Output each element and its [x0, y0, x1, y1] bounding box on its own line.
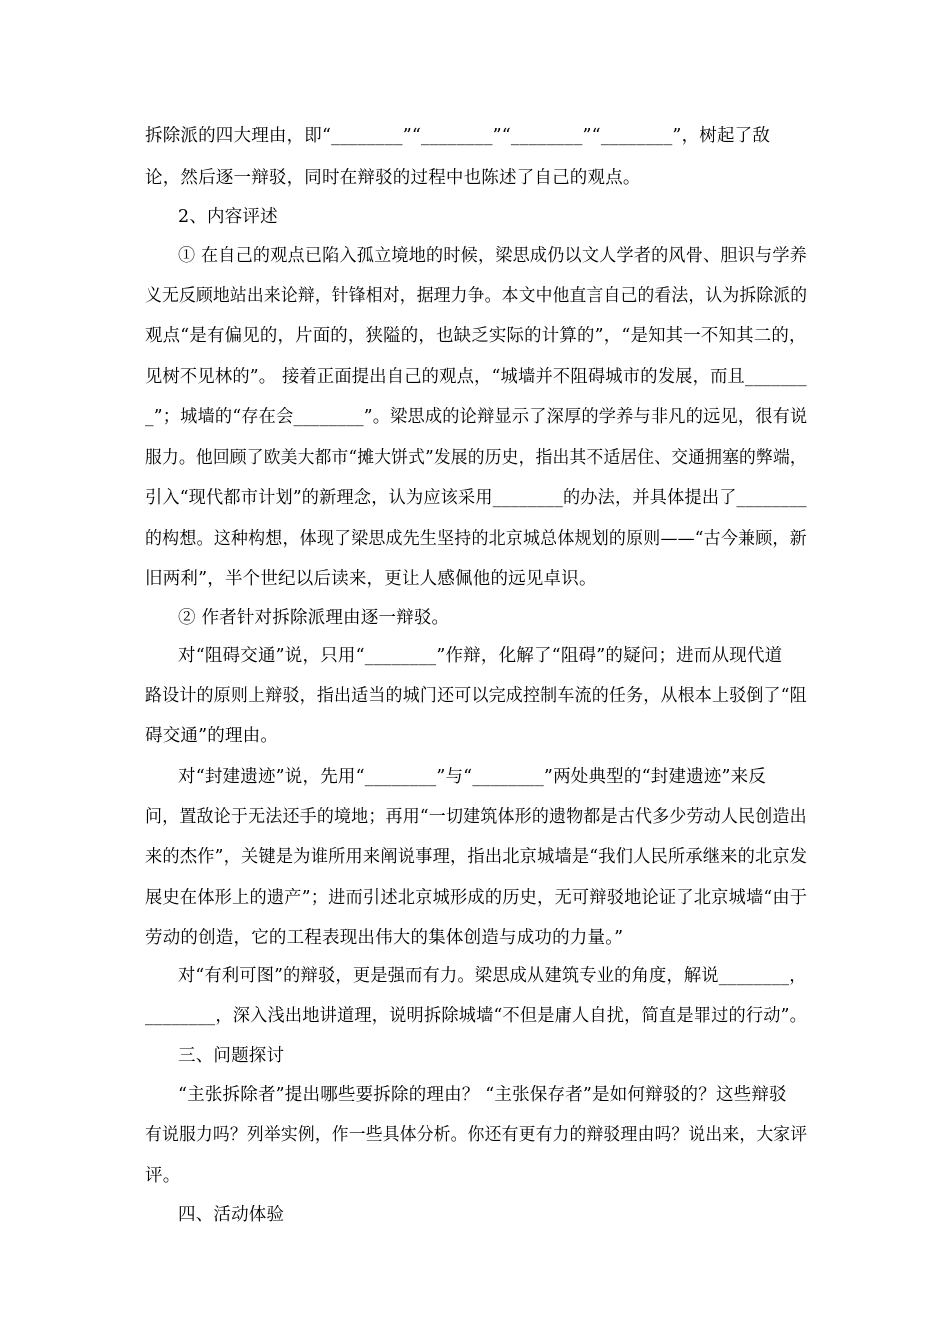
text-line: 路设计的原则上辩驳，指出适当的城门还可以完成控制车流的任务，从根本上驳倒了“阻 [145, 686, 807, 706]
text-line: ② 作者针对拆除派理由逐一辩驳。 [178, 608, 450, 628]
text-line: 问，置敌论于无法还手的境地；再用“一切建筑体形的遗物都是古代多少劳动人民创造出 [145, 807, 807, 827]
text-line: 观点“是有偏见的，片面的，狭隘的，也缺乏实际的计算的”，“是知其一不知其二的， [145, 326, 807, 346]
text-line: 展史在体形上的遗产”；进而引述北京城形成的历史，无可辩驳地论证了北京城墙“由于 [145, 888, 808, 908]
text-line: 评。 [145, 1166, 181, 1186]
text-line: _”；城墙的“存在会________”。梁思成的论辩显示了深厚的学养与非凡的远见，很有说 [145, 407, 808, 427]
text-line: 劳动的创造，它的工程表现出伟大的集体创造与成功的力量。” [145, 928, 624, 948]
section-heading: 三、问题探讨 [178, 1046, 285, 1066]
text-line: 对“封建遗迹”说，先用“________”与“________”两处典型的“封建遗迹”来反 [178, 767, 767, 787]
text-line: 对“阻碍交通”说，只用“________”作辩，化解了“阻碍”的疑问；进而从现代道 [178, 646, 783, 666]
text-line: ________，深入浅出地讲道理，说明拆除城墙“不但是庸人自扰，简直是罪过的行动”。 [145, 1006, 808, 1026]
text-line: 见树不见林的”。 接着正面提出自己的观点，“城墙并不阻碍城市的发展，而且_______ [145, 367, 807, 387]
text-line: 来的杰作”，关键是为谁所用来阐说事理，指出北京城墙是“我们人民所承继来的北京发 [145, 847, 808, 867]
text-line: 拆除派的四大理由，即“________”“________”“________”“________”，树起了敌 [145, 126, 771, 146]
text-line: 论，然后逐一辩驳，同时在辩驳的过程中也陈述了自己的观点。 [145, 168, 641, 188]
text-line: ① 在自己的观点已陷入孤立境地的时候，梁思成仍以文人学者的风骨、胆识与学养 [178, 246, 807, 266]
text-line: 有说服力吗？列举实例，作一些具体分析。你还有更有力的辩驳理由吗？说出来，大家评 [145, 1125, 808, 1145]
text-line: “主张拆除者”提出哪些要拆除的理由？ “主张保存者”是如何辩驳的？这些辩驳 [178, 1085, 787, 1105]
section-heading: 2、内容评述 [178, 207, 278, 227]
text-line: 对“有利可图”的辩驳，更是强而有力。梁思成从建筑专业的角度，解说________， [178, 966, 807, 986]
text-line: 义无反顾地站出来论辩，针锋相对，据理力争。本文中他直言自己的看法，认为拆除派的 [145, 286, 808, 306]
text-line: 旧两利”，半个世纪以后读来，更让人感佩他的远见卓识。 [145, 569, 597, 589]
text-line: 的构想。这种构想，体现了梁思成先生坚持的北京城总体规划的原则——“古今兼顾，新 [145, 529, 807, 549]
section-heading: 四、活动体验 [178, 1205, 285, 1225]
text-line: 引入“现代都市计划”的新理念，认为应该采用________的办法，并具体提出了________ [145, 488, 807, 508]
text-line: 服力。他回顾了欧美大都市“摊大饼式”发展的历史，指出其不适居住、交通拥塞的弊端， [145, 448, 807, 468]
text-line: 碍交通”的理由。 [145, 726, 279, 746]
